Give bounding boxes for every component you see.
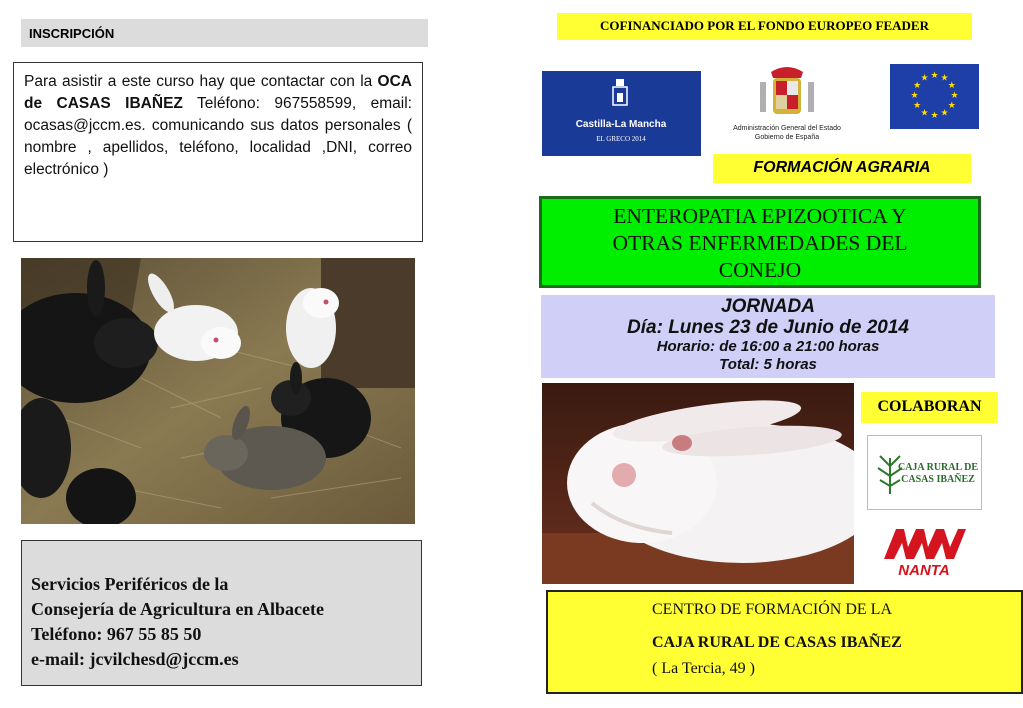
- svg-text:★: ★: [913, 101, 922, 111]
- age-logo-text-2: Gobierno de España: [754, 134, 820, 141]
- course-title: [539, 196, 981, 288]
- inscripcion-organization: OCA de CASAS IBAÑEZ: [24, 73, 412, 112]
- contact-email: e-mail: jcvilchesd@jccm.es: [31, 649, 239, 669]
- contact-line-2: Consejería de Agricultura en Albacete: [31, 599, 324, 619]
- caja-logo-text-1: CAJA RURAL DE: [897, 462, 979, 473]
- inscripcion-text: [13, 62, 423, 242]
- colaboran-banner: COLABORAN: [861, 392, 998, 423]
- jornada-day: Día: Lunes 23 de Junio de 2014: [627, 317, 909, 338]
- eu-flag-logo: [890, 64, 979, 129]
- course-title-line-2: OTRAS ENFERMEDADES DEL: [612, 231, 908, 255]
- svg-text:★: ★: [930, 111, 939, 121]
- contact-phone: Teléfono: 967 55 85 50: [31, 624, 202, 644]
- nanta-logo-text: NANTA: [898, 562, 950, 578]
- svg-text:★: ★: [947, 101, 956, 111]
- jornada-horario: Horario: de 16:00 a 21:00 horas: [656, 338, 880, 355]
- centro-formacion-box: [546, 590, 1023, 694]
- svg-text:★: ★: [920, 73, 929, 84]
- inscripcion-text-after: Teléfono: 967558599, email: ocasas@jccm.es. comunicando sus datos personales ( nombre , apellidos, teléfono, localidad ,DNI, correo electrónico ): [24, 95, 412, 178]
- gobierno-espana-logo: [716, 60, 858, 142]
- castilla-la-mancha-logo: [542, 71, 701, 156]
- jornada-label: JORNADA: [721, 296, 815, 317]
- clm-logo-subtext: EL GRECO 2014: [596, 135, 646, 143]
- jornada-total: Total: 5 horas: [719, 356, 817, 373]
- inscripcion-text-before: Para asistir a este curso hay que contactar con la: [24, 73, 378, 90]
- svg-text:★: ★: [940, 108, 949, 119]
- svg-text:★: ★: [930, 71, 939, 81]
- rabbits-photo: [21, 258, 415, 524]
- contact-line-1: Servicios Periféricos de la: [31, 574, 229, 594]
- centro-line-1: CENTRO DE FORMACIÓN DE LA: [652, 601, 892, 618]
- jornada-box: [541, 295, 995, 378]
- cofinanciado-banner: COFINANCIADO POR EL FONDO EUROPEO FEADER: [557, 13, 972, 40]
- svg-text:★: ★: [913, 81, 922, 91]
- age-logo-text-1: Administración General del Estado: [733, 125, 841, 132]
- clm-logo-text: Castilla-La Mancha: [575, 119, 667, 130]
- white-rabbit-photo: [542, 383, 854, 584]
- svg-text:★: ★: [950, 91, 959, 101]
- centro-address: ( La Tercia, 49 ): [652, 660, 755, 677]
- centro-line-2: CAJA RURAL DE CASAS IBAÑEZ: [652, 634, 902, 651]
- contact-box: [21, 540, 422, 686]
- svg-text:★: ★: [947, 81, 956, 91]
- svg-text:★: ★: [940, 73, 949, 84]
- svg-text:★: ★: [910, 91, 919, 101]
- svg-text:★: ★: [920, 108, 929, 119]
- caja-rural-logo: [867, 435, 982, 510]
- formacion-agraria-banner: FORMACIÓN AGRARIA: [713, 154, 971, 183]
- course-title-line-3: CONEJO: [718, 258, 802, 282]
- nanta-logo: [878, 523, 970, 578]
- caja-logo-text-2: CASAS IBAÑEZ: [901, 474, 975, 485]
- course-title-line-1: ENTEROPATIA EPIZOOTICA Y: [613, 204, 907, 228]
- inscripcion-heading: INSCRIPCIÓN: [21, 19, 428, 47]
